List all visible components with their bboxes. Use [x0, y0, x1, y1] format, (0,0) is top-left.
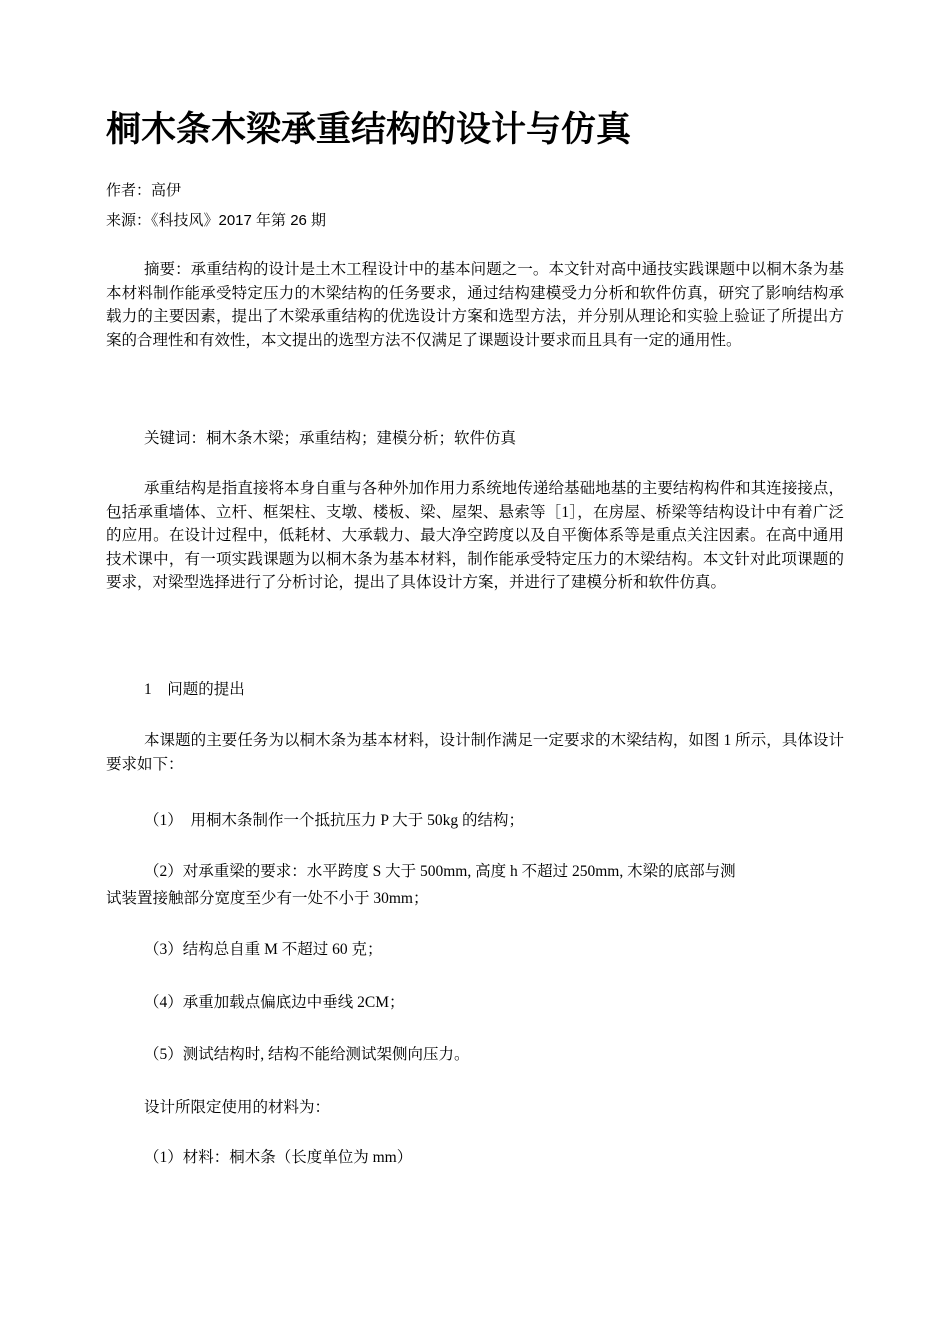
requirement-item-2-line-1: （2）对承重梁的要求：水平跨度 S 大于 500mm, 高度 h 不超过 250mm, 木梁的底部与测 [144, 863, 736, 880]
section-intro-paragraph: 本课题的主要任务为以桐木条为基本材料，设计制作满足一定要求的木梁结构，如图 1 所示，具体设计要求如下： [106, 732, 844, 773]
requirement-item-5: （5）测试结构时, 结构不能给测试架侧向压力。 [144, 1046, 470, 1063]
requirement-item-4: （4）承重加载点偏底边中垂线 2CM； [144, 994, 405, 1011]
abstract-paragraph: 摘要：承重结构的设计是土木工程设计中的基本问题之一。本文针对高中通技实践课题中以桐木条为基本材料制作能承受特定压力的木梁结构的任务要求，通过结构建模受力分析和软件仿真，研究了影响结构承载力的主要因素，提出了木梁承重结构的优选设计方案和选型方法，并分别从理论和实验上验证了所提出方案的合理性和有效性，本文提出的选型方法不仅满足了课题设计要求而且具有一定的通用性。 [106, 261, 844, 349]
requirement-item-1: （1） 用桐木条制作一个抵抗压力 P 大于 50kg 的结构； [144, 812, 525, 829]
source-line: 来源：《科技风》2017 年第 26 期 [106, 212, 327, 229]
section-heading: 1 问题的提出 [144, 681, 245, 698]
requirement-item-2-line-2: 试装置接触部分宽度至少有一处不小于 30mm； [106, 890, 429, 907]
intro-paragraph: 承重结构是指直接将本身自重与各种外加作用力系统地传递给基础地基的主要结构构件和其连接接点，包括承重墙体、立杆、框架柱、支墩、楼板、梁、屋架、悬索等［1］，在房屋、桥梁等结构设计中有着广泛的应用。在设计过程中，低耗材、大承载力、最大净空跨度以及自平衡体系等是重点关注因素。在高中通用技术课中，有一项实践课题为以桐木条为基本材料，制作能承受特定压力的木梁结构。本文针对此项课题的要求，对梁型选择进行了分析讨论，提出了具体设计方案，并进行了建模分析和软件仿真。 [106, 480, 844, 591]
material-item-1: （1）材料：桐木条（长度单位为 mm） [144, 1149, 413, 1166]
author-line: 作者：高伊 [106, 182, 182, 199]
materials-heading: 设计所限定使用的材料为： [144, 1099, 331, 1116]
article-title: 桐木条木梁承重结构的设计与仿真 [106, 110, 632, 150]
keywords-line: 关键词：桐木条木梁；承重结构；建模分析；软件仿真 [144, 430, 517, 447]
requirement-item-3: （3）结构总自重 M 不超过 60 克； [144, 941, 383, 958]
